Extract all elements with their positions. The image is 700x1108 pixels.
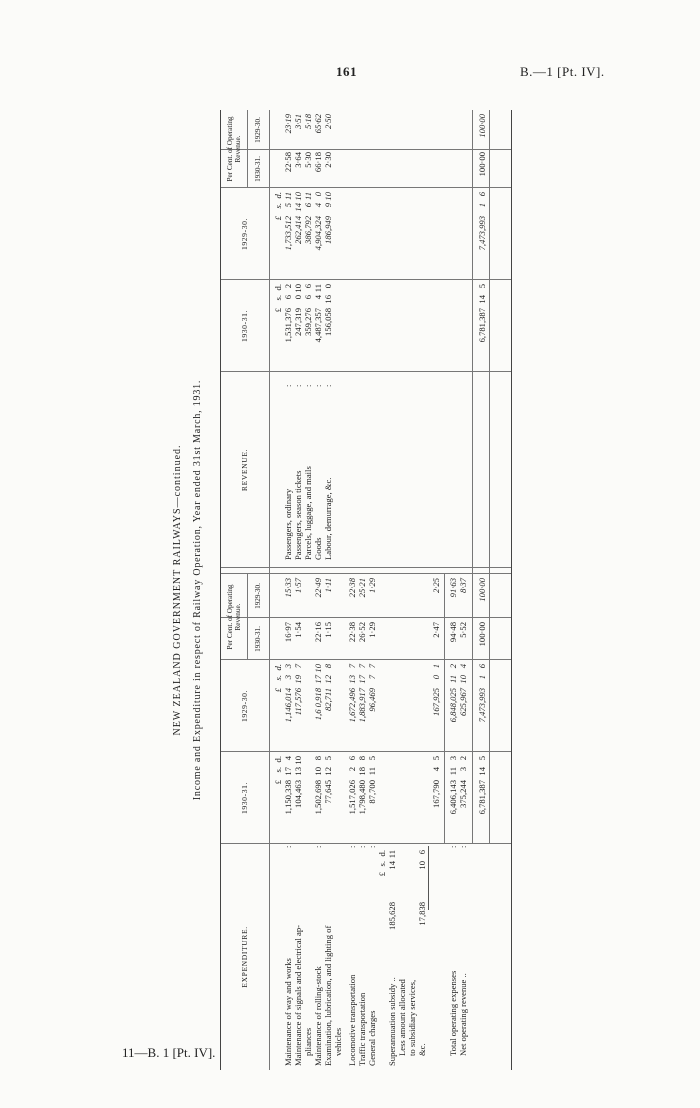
row-label: Net operating revenue .. (458, 973, 468, 1056)
row-label: Labour, demurrage, &c. (323, 477, 333, 560)
header-expenditure: EXPENDITURE. (240, 926, 249, 988)
revenue-row: Labour, demurrage, &c. : 156,058 16 0 186,949 9 10 2·30 2·50 (323, 114, 333, 560)
row-label: Passengers, ordinary (283, 488, 293, 560)
row-label: Maintenance of way and works (283, 958, 293, 1066)
unit-shilling: s. (273, 295, 283, 301)
unit-pound: £ (273, 688, 283, 693)
revenue-row: Passengers, season tickets : 247,319 0 10 262,414 14 10 3·64 3·51 (293, 114, 303, 560)
row-label: Traffic transportation (357, 992, 367, 1066)
row-label: Total operating expenses (448, 970, 458, 1056)
header-pct-1930-31-left: 1930-31. (254, 626, 262, 652)
table-row: Traffic transportation : 1,798,480 18 8 1,883,917 17 7 26·52 25·21 (357, 578, 367, 1066)
table-row: 167,790 4 5 167,925 0 1 2·47 2·25 (431, 578, 441, 808)
table-row (333, 110, 343, 1070)
unit-shilling: s. (273, 203, 283, 209)
unit-shilling: s. (273, 767, 283, 773)
unit-pence: d. (273, 284, 283, 291)
table-title: NEW ZEALAND GOVERNMENT RAILWAYS—continued. (172, 444, 183, 736)
header-percent-right: Per Cent. of Operating Revenue. (226, 116, 242, 182)
header-pct-1929-30-right: 1929-30. (254, 117, 262, 143)
table-row: Maintenance of rolling-stock : 1,502,698 10 8 1,6 0,918 17 10 22·16 22·49 (313, 578, 323, 1066)
header-year-1930-31-right: 1930-31. (240, 310, 249, 343)
row-label: Parcels, luggage, and mails (303, 466, 313, 560)
unit-pence: d. (273, 756, 283, 763)
table-row: Net operating revenue .. : 375,244 3 2 625,967 10 4 5·52 8·37 (458, 578, 468, 1056)
unit-pound: £ (273, 216, 283, 221)
table-row: Superannuation subsidy .. 185,628 14 11 (387, 850, 397, 1066)
table-row: Examination, lubrication, and lighting of 77,645 12 5 82,711 12 8 1·15 1·11 (323, 578, 333, 1066)
unit-pound: £ (273, 780, 283, 785)
page-number: 161 (336, 64, 357, 79)
table-row: Total operating expenses : 6,406,143 11 3 6,848,025 11 2 94·48 91·63 (448, 578, 458, 1056)
header-pct-1930-31-right: 1930-31. (254, 156, 262, 182)
income-expenditure-table (220, 110, 512, 1070)
row-label: vehicles (333, 1027, 343, 1056)
table-row: to subsidiary services, (407, 979, 417, 1056)
header-pct-1929-30-left: 1929-30. (254, 583, 262, 609)
header-year-1929-30-right: 1929-30. (240, 218, 249, 251)
table-row: &c. 17,838 10 6 (417, 850, 427, 1056)
row-label: Maintenance of signals and electrical ap- (293, 924, 303, 1066)
row-label: Superannuation subsidy .. (387, 977, 397, 1066)
table-row: General charges : 87,700 11 5 96,469 7 7 1·29 1·29 (367, 578, 377, 1066)
row-label: Maintenance of rolling-stock (313, 966, 323, 1066)
page-reference: B.—1 [Pt. IV]. (520, 64, 605, 79)
table-subtitle: Income and Expenditure in respect of Railway Operation, Year ended 31st March, 1931. (192, 379, 203, 801)
revenue-row: Passengers, ordinary : 1,531,376 6 2 1,733,512 5 11 22·58 23·19 (283, 114, 293, 560)
header-percent-left: Per Cent. of Operating Revenue. (226, 584, 242, 650)
rotated-table-sheet (173, 110, 513, 1070)
units-row: £ s. d. (377, 850, 387, 877)
table-row: Maintenance of way and works : 1,150,338 17 4 1,146,014 3 3 16·97 15·33 (283, 578, 293, 1066)
row-label: pliances (303, 1027, 313, 1056)
table-row: Less amount allocated (397, 979, 407, 1056)
row-label: Locomotive transportation (347, 974, 357, 1066)
unit-pound: £ (273, 308, 283, 313)
grand-total-row: 6,781,387 14 5 7,473,993 1 6 100·00 100·00 6,781,387 14 5 7,473,993 1 6 100·00 100·00 (477, 114, 487, 815)
cell: 1,146,014 (283, 688, 293, 723)
unit-pence: d. (273, 664, 283, 671)
row-label: General charges (367, 1010, 377, 1066)
header-year-1930-31-left: 1930-31. (240, 782, 249, 815)
table-row: Maintenance of signals and electrical ap- 104,463 13 10 117,576 19 7 1·54 1·57 (293, 578, 303, 1066)
unit-pence: d. (273, 192, 283, 199)
table-row: Locomotive transportation : 1,517,026 2 6 1,672,496 13 7 22·38 22·38 (347, 578, 357, 1066)
cell: 1,150,338 (283, 780, 293, 815)
cell: 16·97 (283, 622, 293, 643)
units-row (273, 110, 283, 1070)
footer-reference: 11—B. 1 [Pt. IV]. (122, 1045, 216, 1060)
row-label: Examination, lubrication, and lighting of (323, 925, 333, 1066)
revenue-row: Parcels, luggage, and mails : 359,276 6 6 386,792 6 11 5·30 5·18 (303, 114, 313, 560)
header-revenue: REVENUE. (240, 448, 249, 492)
unit-shilling: s. (273, 675, 283, 681)
header-year-1929-30-left: 1929-30. (240, 690, 249, 723)
row-label: Goods (313, 537, 323, 560)
revenue-row: Goods : 4,487,357 4 11 4,904,324 4 0 66·18 65·62 (313, 114, 323, 560)
row-label: Passengers, season tickets (293, 470, 303, 560)
